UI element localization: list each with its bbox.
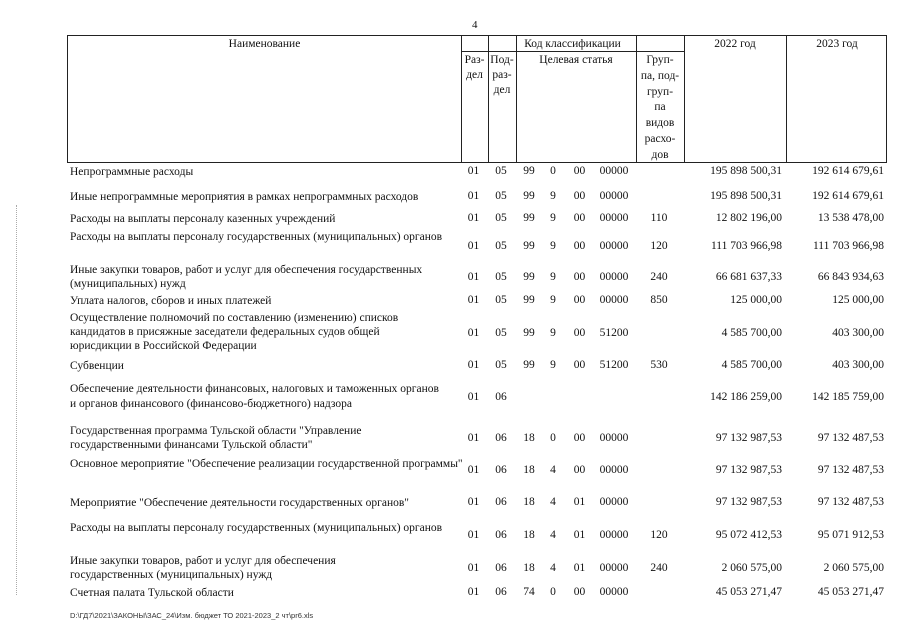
cell-2023: 13 538 478,00 (817, 212, 884, 224)
cell-2023: 403 300,00 (832, 327, 884, 339)
cell-group: 240 (650, 271, 668, 283)
cell-target-2: 9 (550, 271, 556, 283)
cell-target-1: 18 (523, 529, 535, 541)
cell-target-3: 00 (573, 432, 586, 444)
cell-podrazdel: 05 (495, 359, 507, 371)
cell-podrazdel: 05 (495, 212, 507, 224)
cell-razdel: 01 (467, 464, 480, 476)
cell-2022: 97 132 987,53 (715, 464, 782, 476)
cell-target-1: 74 (523, 586, 535, 598)
cell-2023: 192 614 679,61 (812, 190, 884, 202)
cell-target-3: 01 (573, 529, 586, 541)
cell-2022: 4 585 700,00 (721, 327, 782, 339)
cell-target-1: 18 (523, 464, 535, 476)
cell-target-1: 18 (523, 432, 535, 444)
cell-razdel: 01 (467, 432, 480, 444)
cell-podrazdel: 06 (495, 496, 507, 508)
cell-target-1: 99 (523, 212, 535, 224)
cell-target-1: 99 (523, 359, 535, 371)
cell-target-4: 00000 (599, 464, 629, 476)
row-name: Расходы на выплаты персоналу казенных учреждений (70, 213, 336, 225)
cell-podrazdel: 05 (495, 165, 507, 177)
cell-target-1: 18 (523, 496, 535, 508)
cell-target-4: 00000 (599, 271, 629, 283)
cell-2022: 4 585 700,00 (721, 359, 782, 371)
cell-2022: 2 060 575,00 (721, 562, 782, 574)
cell-target-4: 00000 (599, 212, 629, 224)
cell-podrazdel: 05 (495, 271, 507, 283)
cell-razdel: 01 (467, 496, 480, 508)
cell-razdel: 01 (467, 212, 480, 224)
cell-target-4: 51200 (599, 359, 629, 371)
cell-target-4: 00000 (599, 586, 629, 598)
cell-target-4: 00000 (599, 294, 629, 306)
cell-target-4: 00000 (599, 496, 629, 508)
cell-target-3: 00 (573, 240, 586, 252)
cell-2023: 45 053 271,47 (817, 586, 884, 598)
cell-target-3: 01 (573, 562, 586, 574)
cell-2022: 66 681 637,33 (715, 271, 782, 283)
cell-2022: 142 186 259,00 (710, 391, 782, 403)
cell-2023: 111 703 966,98 (812, 240, 884, 252)
row-name: Обеспечение деятельности финансовых, налоговых и таможенных органов и органов финансового (финансово-бюджетного) надзора (70, 383, 439, 410)
table-row (67, 263, 887, 293)
cell-target-4: 00000 (599, 240, 629, 252)
page-number: 4 (472, 19, 478, 31)
cell-razdel: 01 (467, 529, 480, 541)
table-row (67, 382, 887, 416)
cell-podrazdel: 06 (495, 529, 507, 541)
cell-razdel: 01 (467, 165, 480, 177)
cell-podrazdel: 05 (495, 294, 507, 306)
cell-target-2: 0 (550, 165, 556, 177)
cell-2023: 2 060 575,00 (823, 562, 884, 574)
cell-podrazdel: 05 (495, 240, 507, 252)
cell-target-3: 00 (573, 212, 586, 224)
cell-razdel: 01 (467, 294, 480, 306)
cell-2022: 125 000,00 (730, 294, 782, 306)
cell-target-4: 00000 (599, 432, 629, 444)
cell-target-2: 4 (550, 562, 556, 574)
cell-2023: 66 843 934,63 (817, 271, 884, 283)
cell-target-3: 00 (573, 327, 586, 339)
cell-2023: 97 132 487,53 (817, 464, 884, 476)
cell-target-3: 00 (573, 586, 586, 598)
table-header (67, 35, 887, 163)
header-name: Наименование (228, 38, 301, 50)
cell-target-2: 9 (550, 294, 556, 306)
cell-group: 240 (650, 562, 668, 574)
cell-target-2: 9 (550, 359, 556, 371)
cell-2022: 95 072 412,53 (715, 529, 782, 541)
row-name: Мероприятие "Обеспечение деятельности государственных органов" (70, 497, 409, 509)
cell-podrazdel: 06 (495, 562, 507, 574)
cell-target-4: 00000 (599, 562, 629, 574)
header-code-classification: Код классификации (524, 38, 621, 50)
row-name: Расходы на выплаты персоналу государственных (муниципальных) органов (70, 522, 443, 534)
divider (786, 36, 787, 162)
cell-razdel: 01 (467, 240, 480, 252)
row-name: Расходы на выплаты персоналу государственных (муниципальных) органов (70, 231, 443, 243)
row-name: Государственная программа Тульской области "Управление государственными финансами Тульской области" (70, 425, 362, 451)
cell-2022: 97 132 987,53 (715, 432, 782, 444)
cell-2022: 195 898 500,31 (710, 190, 782, 202)
header-razdel: Раз- дел (464, 54, 485, 81)
divider (684, 36, 685, 162)
table-row (67, 457, 887, 487)
cell-target-1: 18 (523, 562, 535, 574)
cell-2023: 192 614 679,61 (812, 165, 884, 177)
cell-target-2: 9 (550, 327, 556, 339)
cell-razdel: 01 (467, 586, 480, 598)
cell-target-1: 99 (523, 271, 535, 283)
cell-2023: 95 071 912,53 (817, 529, 884, 541)
cell-target-3: 00 (573, 359, 586, 371)
cell-podrazdel: 06 (495, 432, 507, 444)
cell-group: 110 (650, 212, 668, 224)
cell-2023: 97 132 487,53 (817, 496, 884, 508)
table-row (67, 165, 887, 181)
cell-target-1: 99 (523, 327, 535, 339)
cell-2023: 125 000,00 (832, 294, 884, 306)
cell-2022: 45 053 271,47 (715, 586, 782, 598)
cell-target-3: 00 (573, 271, 586, 283)
cell-target-4: 00000 (599, 529, 629, 541)
cell-group: 120 (650, 529, 668, 541)
cell-target-2: 4 (550, 529, 556, 541)
cell-target-4: 51200 (599, 327, 629, 339)
cell-target-2: 9 (550, 212, 556, 224)
table-row (67, 521, 887, 551)
row-name: Иные непрограммные мероприятия в рамках непрограммных расходов (70, 191, 419, 203)
cell-razdel: 01 (467, 327, 480, 339)
cell-target-3: 01 (573, 496, 586, 508)
header-podrazdel: Под- раз- дел (490, 54, 514, 96)
cell-target-1: 99 (523, 294, 535, 306)
cell-target-1: 99 (523, 165, 535, 177)
table-row (67, 424, 887, 454)
cell-podrazdel: 06 (495, 391, 507, 403)
table-row (67, 311, 887, 355)
cell-podrazdel: 05 (495, 327, 507, 339)
table-row (67, 294, 887, 310)
cell-2022: 195 898 500,31 (710, 165, 782, 177)
cell-group: 530 (650, 359, 668, 371)
table-row (67, 230, 887, 260)
cell-target-3: 00 (573, 190, 586, 202)
row-name: Иные закупки товаров, работ и услуг для обеспечения государственных (муниципальных) нужд (70, 264, 423, 290)
cell-2023: 403 300,00 (832, 359, 884, 371)
cell-2023: 97 132 487,53 (817, 432, 884, 444)
cell-razdel: 01 (467, 359, 480, 371)
cell-target-1: 99 (523, 190, 535, 202)
cell-podrazdel: 06 (495, 464, 507, 476)
table-row (67, 586, 887, 602)
file-path-footer: D:\ГД7\2021\ЗАКОНЫ\ЗАС_24\Изм. бюджет ТО 2021-2023_2 чт\pr6.xls (70, 611, 314, 620)
cell-target-4: 00000 (599, 190, 629, 202)
row-name: Уплата налогов, сборов и иных платежей (70, 295, 272, 307)
header-group: Груп- па, под- груп- па видов расхо- дов (640, 54, 680, 161)
cell-razdel: 01 (467, 391, 480, 403)
cell-target-1: 99 (523, 240, 535, 252)
cell-podrazdel: 05 (495, 190, 507, 202)
header-2023: 2023 год (816, 38, 858, 50)
row-name: Непрограммные расходы (70, 166, 194, 178)
cell-target-3: 00 (573, 165, 586, 177)
cell-2022: 97 132 987,53 (715, 496, 782, 508)
row-name: Основное мероприятие "Обеспечение реализации государственной программы" (70, 458, 463, 470)
row-name: Субвенции (70, 360, 124, 372)
cell-target-4: 00000 (599, 165, 629, 177)
cell-razdel: 01 (467, 190, 480, 202)
cell-target-3: 00 (573, 294, 586, 306)
table-row (67, 496, 887, 512)
cell-target-3: 00 (573, 464, 586, 476)
row-name: Счетная палата Тульской области (70, 587, 234, 599)
cell-target-2: 4 (550, 464, 556, 476)
cell-group: 120 (650, 240, 668, 252)
cell-target-2: 0 (550, 586, 556, 598)
row-name: Осуществление полномочий по составлению (изменению) списков кандидатов в присяжные заседатели федеральных судов общей юрисдикции в Российской Федерации (70, 312, 399, 352)
cell-group: 850 (650, 294, 668, 306)
cell-podrazdel: 06 (495, 586, 507, 598)
cell-target-2: 9 (550, 190, 556, 202)
cell-target-2: 0 (550, 432, 556, 444)
table-row (67, 554, 887, 584)
cell-2023: 142 185 759,00 (812, 391, 884, 403)
cell-razdel: 01 (467, 271, 480, 283)
scan-margin-mark (16, 205, 17, 595)
cell-2022: 12 802 196,00 (715, 212, 782, 224)
header-target-article: Целевая статья (539, 54, 613, 66)
table-row (67, 190, 887, 206)
cell-razdel: 01 (467, 562, 480, 574)
cell-target-2: 4 (550, 496, 556, 508)
table-row (67, 359, 887, 375)
cell-target-2: 9 (550, 240, 556, 252)
row-name: Иные закупки товаров, работ и услуг для обеспечения государственных (муниципальных) нужд (70, 555, 336, 581)
header-2022: 2022 год (714, 38, 756, 50)
cell-2022: 111 703 966,98 (710, 240, 782, 252)
table-row (67, 212, 887, 228)
